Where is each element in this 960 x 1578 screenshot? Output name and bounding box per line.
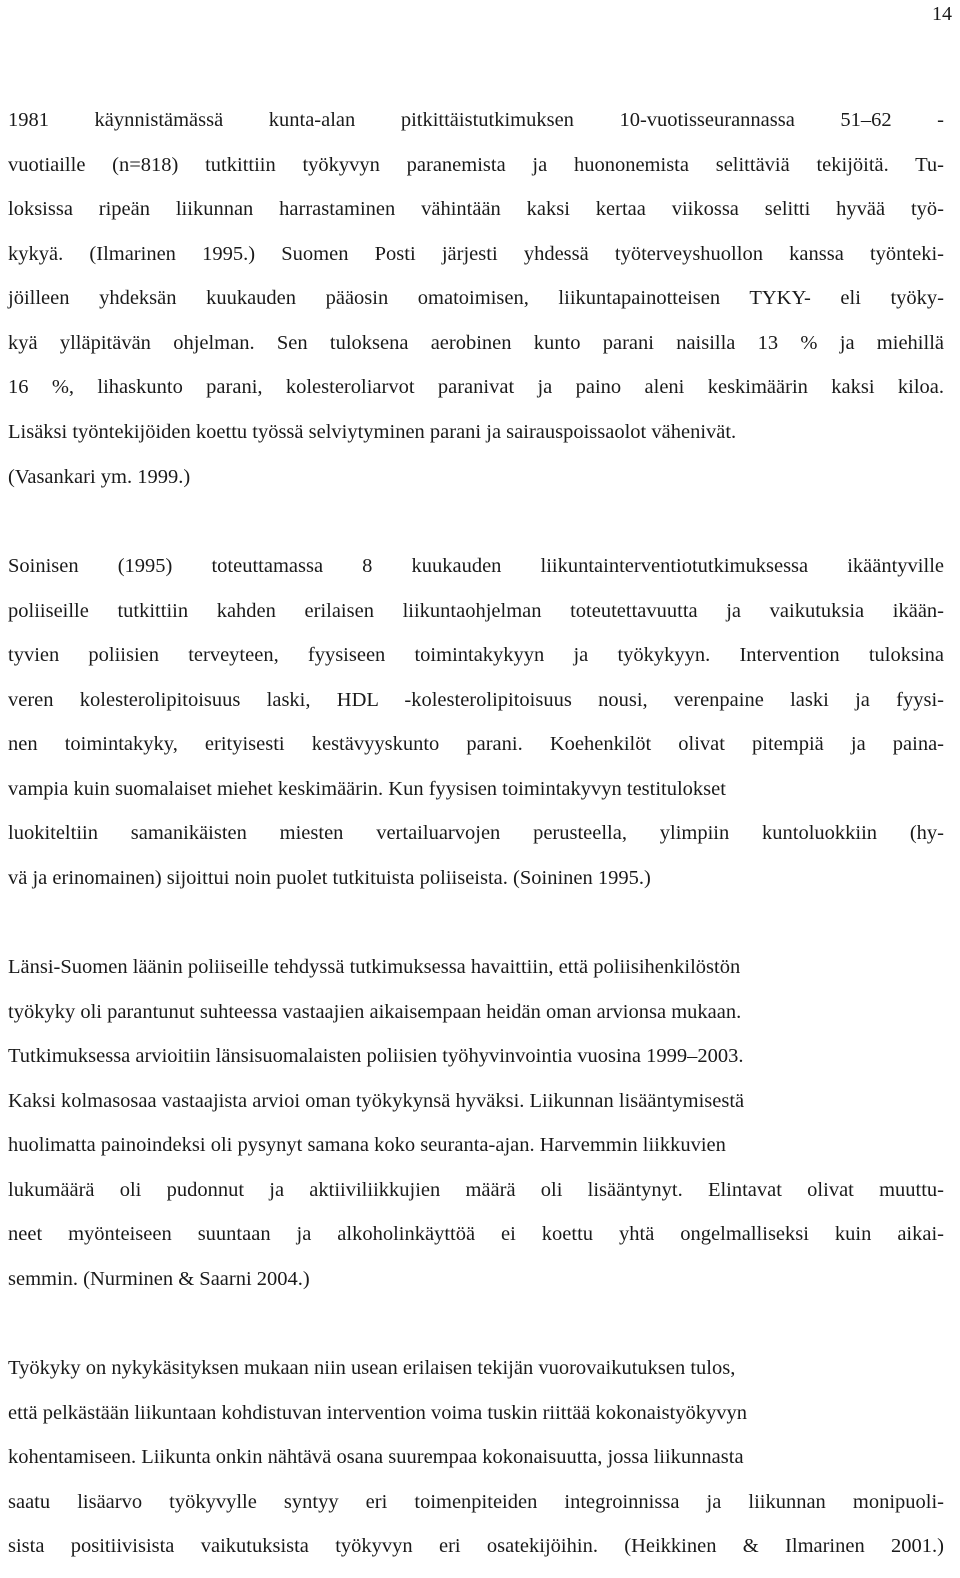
paragraph-3-line: semmin. (Nurminen & Saarni 2004.)	[8, 1268, 310, 1290]
paragraph-4-line: Työkyky on nykykäsityksen mukaan niin usean erilaisen tekijän vuorovaikutuksen tulos,	[8, 1357, 736, 1379]
paragraph-2-line: vä ja erinomainen) sijoittui noin puolet tutkituista poliiseista. (Soininen 1995.)	[8, 867, 651, 889]
paragraph-3-line: Länsi-Suomen läänin poliiseille tehdyssä tutkimuksessa havaittiin, että poliisihenkilöstön	[8, 956, 741, 978]
paragraph-4-line: saatu lisäarvo työkyvylle syntyy eri toimenpiteiden integroinnissa ja liikunnan monipuoli-	[8, 1491, 944, 1513]
paragraph-4-line: että pelkästään liikuntaan kohdistuvan intervention voima tuskin riittää kokonaistyökyvyn	[8, 1402, 747, 1424]
paragraph-4-line: kohentamiseen. Liikunta onkin nähtävä osana suurempaa kokonaisuutta, jossa liikunnasta	[8, 1446, 744, 1468]
paragraph-1-line: jöilleen yhdeksän kuukauden pääosin omatoimisen, liikuntapainotteisen TYKY- eli työky-	[8, 287, 944, 309]
paragraph-3-line: Tutkimuksessa arvioitiin länsisuomalaisten poliisien työhyvinvointia vuosina 1999–2003.	[8, 1045, 744, 1067]
paragraph-2-line: tyvien poliisien terveyteen, fyysiseen toimintakykyyn ja työkykyyn. Intervention tuloksina	[8, 644, 944, 666]
paragraph-3-line: Kaksi kolmasosaa vastaajista arvioi oman työkykynsä hyväksi. Liikunnan lisääntymisestä	[8, 1090, 745, 1112]
paragraph-3-line: työkyky oli parantunut suhteessa vastaajien aikaisempaan heidän oman arvionsa mukaan.	[8, 1001, 742, 1023]
paragraph-1-line: (Vasankari ym. 1999.)	[8, 466, 191, 488]
paragraph-1-line: vuotiaille (n=818) tutkittiin työkyvyn paranemista ja huononemista selittäviä tekijöitä. Tu-	[8, 154, 944, 176]
paragraph-2-line: Soinisen (1995) toteuttamassa 8 kuukauden liikuntainterventiotutkimuksessa ikääntyville	[8, 555, 944, 577]
paragraph-1-line: kyä ylläpitävän ohjelman. Sen tuloksena aerobinen kunto parani naisilla 13 % ja miehillä	[8, 332, 944, 354]
paragraph-1-line: kykyä. (Ilmarinen 1995.) Suomen Posti järjesti yhdessä työterveyshuollon kanssa työnteki-	[8, 243, 944, 265]
paragraph-1-line: 16 %, lihaskunto parani, kolesteroliarvot paranivat ja paino aleni keskimäärin kaksi kiloa.	[8, 376, 944, 398]
paragraph-2-line: luokiteltiin samanikäisten miesten vertailuarvojen perusteella, ylimpiin kuntoluokkiin (hy-	[8, 822, 944, 844]
page-number: 14	[932, 3, 952, 25]
paragraph-2-line: veren kolesterolipitoisuus laski, HDL -kolesterolipitoisuus nousi, verenpaine laski ja fyysi-	[8, 689, 944, 711]
paragraph-1-line: 1981 käynnistämässä kunta-alan pitkittäistutkimuksen 10-vuotisseurannassa 51–62 -	[8, 109, 944, 131]
paragraph-2-line: vampia kuin suomalaiset miehet keskimäärin. Kun fyysisen toimintakyvyn testitulokset	[8, 778, 726, 800]
paragraph-1-line: Lisäksi työntekijöiden koettu työssä selviytyminen parani ja sairauspoissaolot vähenivät.	[8, 421, 737, 443]
paragraph-3-line: neet myönteiseen suuntaan ja alkoholinkäyttöä ei koettu yhtä ongelmalliseksi kuin aikai-	[8, 1223, 944, 1245]
paragraph-3-line: lukumäärä oli pudonnut ja aktiiviliikkujien määrä oli lisääntynyt. Elintavat olivat muuttu-	[8, 1179, 944, 1201]
paragraph-2-line: poliiseille tutkittiin kahden erilaisen liikuntaohjelman toteutettavuutta ja vaikutuksia ikään-	[8, 600, 944, 622]
paragraph-1-line: loksissa ripeän liikunnan harrastaminen vähintään kaksi kertaa viikossa selitti hyvää työ-	[8, 198, 944, 220]
paragraph-2-line: nen toimintakyky, erityisesti kestävyyskunto parani. Koehenkilöt olivat pitempiä ja paina-	[8, 733, 944, 755]
paragraph-4-line: sista positiivisista vaikutuksista työkyvyn eri osatekijöihin. (Heikkinen & Ilmarinen 2001.)	[8, 1535, 944, 1557]
paragraph-3-line: huolimatta painoindeksi oli pysynyt samana koko seuranta-ajan. Harvemmin liikkuvien	[8, 1134, 726, 1156]
